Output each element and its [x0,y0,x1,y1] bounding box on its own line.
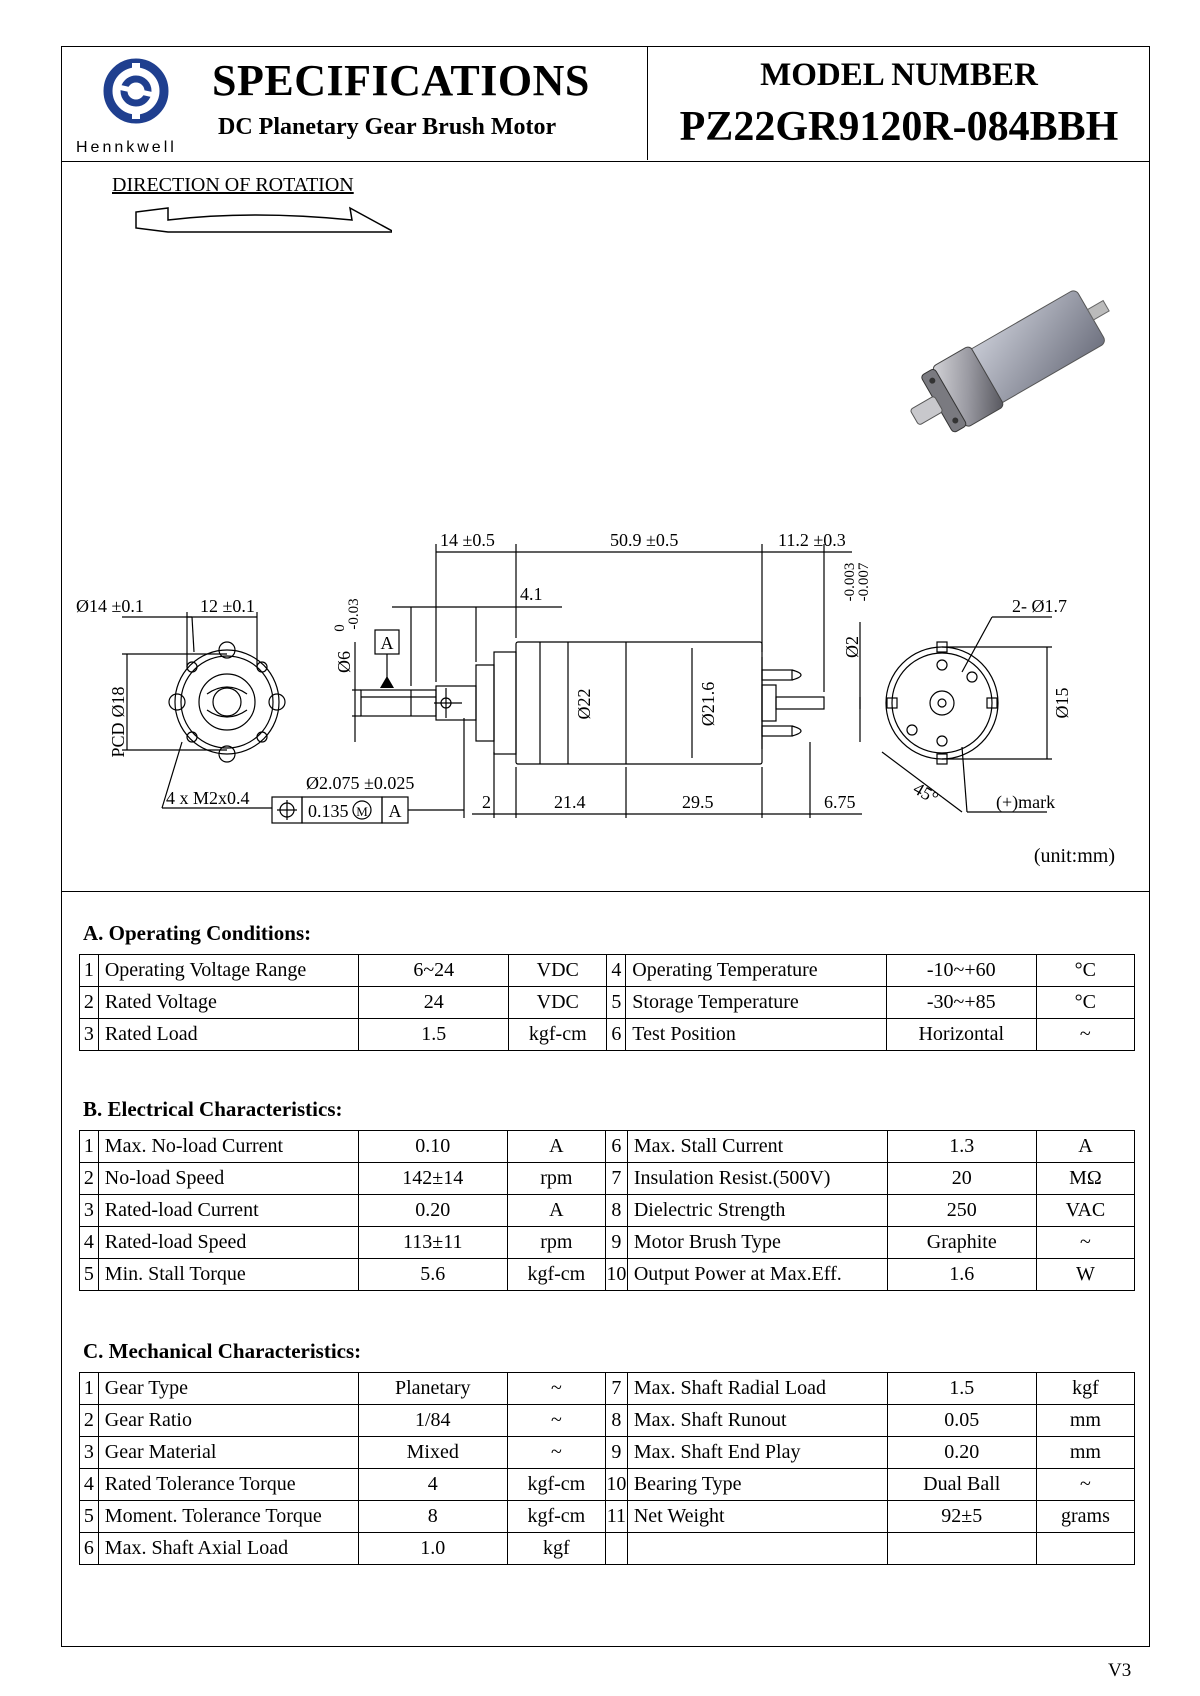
param-name: Rated Voltage [98,987,359,1019]
param-unit: kgf-cm [507,1259,605,1291]
param-name: Operating Temperature [626,955,887,987]
param-unit: VDC [509,987,607,1019]
row-number: 5 [80,1259,99,1291]
param-value: 6~24 [359,955,509,987]
param-unit: kgf-cm [507,1469,605,1501]
param-name: Max. Shaft End Play [627,1437,887,1469]
row-number: 11 [605,1501,627,1533]
electrical-characteristics-table [79,1130,1135,1291]
param-unit: ~ [1036,1469,1134,1501]
dim-rear-tol-top: -0.003 [842,562,858,602]
row-number: 3 [80,1195,99,1227]
param-name: Min. Stall Torque [98,1259,358,1291]
param-unit: kgf-cm [509,1019,607,1051]
dim-d15: Ø15 [1052,687,1072,719]
row-number: 8 [605,1195,627,1227]
param-value: 24 [359,987,509,1019]
table-row [80,1019,1135,1051]
dim-shaft-tol-bot: -0.03 [346,598,362,630]
table-row [80,1131,1135,1163]
version-label: V3 [1108,1660,1132,1681]
dim-hole-d: Ø2.075 ±0.025 [306,773,415,793]
row-number: 4 [80,1469,99,1501]
param-value: 113±11 [358,1227,507,1259]
param-name: Max. No-load Current [98,1131,358,1163]
param-value: 0.05 [887,1405,1036,1437]
param-name: Max. Shaft Runout [627,1405,887,1437]
fcf-tolerance: 0.135 [308,801,349,821]
param-value: 5.6 [358,1259,507,1291]
dim-d22: Ø22 [574,688,594,720]
model-number-value: PZ22GR9120R-084BBH [679,104,1119,150]
table-row [80,1195,1135,1227]
rotation-arrow-icon [132,202,392,252]
dim-w12: 12 ±0.1 [200,596,255,616]
param-unit: rpm [507,1163,605,1195]
param-name: Rated-load Speed [98,1227,358,1259]
param-name: Gear Type [98,1373,358,1405]
row-number: 7 [605,1163,627,1195]
dim-pcd: Ø18 [108,686,128,718]
row-number: 4 [607,955,626,987]
section-b-title: B. Electrical Characteristics: [83,1097,343,1121]
param-value: 1.0 [358,1533,507,1565]
model-number-label: MODEL NUMBER [760,57,1038,93]
param-value: 20 [887,1163,1036,1195]
table-row [80,1437,1135,1469]
param-value: 8 [358,1501,507,1533]
param-name: Net Weight [627,1501,887,1533]
dim-seg2: 2 [482,792,491,812]
param-unit: mm [1036,1437,1134,1469]
param-value: 1.5 [359,1019,509,1051]
row-number [605,1533,627,1565]
param-unit: ~ [507,1437,605,1469]
page-subtitle: DC Planetary Gear Brush Motor [218,114,557,140]
row-number: 6 [80,1533,99,1565]
dim-shaft-d: Ø6 [334,651,354,673]
section-c-title: C. Mechanical Characteristics: [83,1339,362,1363]
table-row [80,987,1135,1019]
header [62,47,1149,162]
row-number: 4 [80,1227,99,1259]
param-unit: kgf-cm [507,1501,605,1533]
row-number: 3 [80,1019,99,1051]
row-number: 10 [605,1469,627,1501]
row-number: 3 [80,1437,99,1469]
spec-sheet-frame [61,46,1150,1647]
param-unit: W [1036,1259,1134,1291]
param-name: Moment. Tolerance Torque [98,1501,358,1533]
param-value: 0.10 [358,1131,507,1163]
dim-shaft-len: 14 ±0.5 [440,530,495,550]
brand-logo-icon [96,57,176,127]
param-unit [1036,1533,1134,1565]
motor-photo-illustration [902,262,1142,442]
param-name: No-load Speed [98,1163,358,1195]
dim-pcd-label: PCD [108,722,128,758]
param-value: 142±14 [358,1163,507,1195]
param-unit: A [507,1195,605,1227]
param-name: Max. Shaft Radial Load [627,1373,887,1405]
row-number: 6 [607,1019,626,1051]
param-value: -10~+60 [886,955,1036,987]
brand-name: Hennkwell [76,139,177,156]
row-number: 2 [80,1405,99,1437]
operating-conditions-table [79,954,1135,1051]
param-name: Storage Temperature [626,987,887,1019]
param-name: Max. Stall Current [627,1131,887,1163]
row-number: 2 [80,987,99,1019]
param-value: 1/84 [358,1405,507,1437]
param-unit: °C [1036,987,1134,1019]
table-row [80,1469,1135,1501]
dimension-drawing [62,502,1151,832]
dim-angle: 45° [910,778,942,809]
fcf-datum: A [388,801,402,821]
param-name: Gear Ratio [98,1405,358,1437]
dim-d14: Ø14 ±0.1 [76,596,144,616]
param-name: Operating Voltage Range [98,955,359,987]
dim-rear-d: Ø2 [842,636,862,658]
param-unit: ~ [1036,1019,1134,1051]
table-row [80,1259,1135,1291]
table-row [80,1373,1135,1405]
param-value: 0.20 [887,1437,1036,1469]
rotation-label: DIRECTION OF ROTATION [112,174,354,196]
param-unit: MΩ [1036,1163,1134,1195]
table-row [80,1533,1135,1565]
row-number: 10 [605,1259,627,1291]
param-name: Bearing Type [627,1469,887,1501]
page-title: SPECIFICATIONS [212,56,590,105]
dim-rear-len: 11.2 ±0.3 [778,530,846,550]
plus-mark-label: (+)mark [996,792,1056,812]
dim-seg21-4: 21.4 [554,792,586,812]
technical-drawing [62,162,1149,892]
row-number: 2 [80,1163,99,1195]
dim-body-len: 50.9 ±0.5 [610,530,679,550]
dim-shaft-tol-top: 0 [332,624,348,632]
param-unit: °C [1036,955,1134,987]
param-unit: grams [1036,1501,1134,1533]
param-value: Planetary [358,1373,507,1405]
dim-flat: 4.1 [520,584,543,604]
param-name: Test Position [626,1019,887,1051]
dim-seg29-5: 29.5 [682,792,714,812]
row-number: 1 [80,1131,99,1163]
row-number: 5 [607,987,626,1019]
unit-label: (unit:mm) [1033,845,1115,867]
param-value: 1.6 [887,1259,1036,1291]
row-number: 9 [605,1437,627,1469]
param-unit: kgf [1036,1373,1134,1405]
param-name: Dielectric Strength [627,1195,887,1227]
param-name: Motor Brush Type [627,1227,887,1259]
table-row [80,1501,1135,1533]
param-unit: kgf [507,1533,605,1565]
dim-seg6-75: 6.75 [824,792,856,812]
row-number: 1 [80,955,99,987]
param-name: Rated Tolerance Torque [98,1469,358,1501]
row-number: 8 [605,1405,627,1437]
param-name: Rated Load [98,1019,359,1051]
param-name: Insulation Resist.(500V) [627,1163,887,1195]
param-value [887,1533,1036,1565]
param-unit: mm [1036,1405,1134,1437]
dim-rear-tol-bot: -0.007 [856,562,872,602]
datum-label: A [380,633,394,653]
row-number: 6 [605,1131,627,1163]
param-value: 250 [887,1195,1036,1227]
param-value: 4 [358,1469,507,1501]
param-value: -30~+85 [886,987,1036,1019]
param-name [627,1533,887,1565]
param-name: Output Power at Max.Eff. [627,1259,887,1291]
param-name: Rated-load Current [98,1195,358,1227]
param-value: Dual Ball [887,1469,1036,1501]
param-value: 1.5 [887,1373,1036,1405]
table-row [80,1405,1135,1437]
param-unit: rpm [507,1227,605,1259]
fcf-modifier: M [356,804,368,819]
param-unit: A [1036,1131,1134,1163]
row-number: 1 [80,1373,99,1405]
dim-d21-6: Ø21.6 [698,681,718,727]
section-a-title: A. Operating Conditions: [83,921,312,945]
dim-screws: 4 x M2x0.4 [166,788,250,808]
table-row [80,1163,1135,1195]
table-row [80,1227,1135,1259]
param-unit: VDC [509,955,607,987]
row-number: 5 [80,1501,99,1533]
param-value: 92±5 [887,1501,1036,1533]
row-number: 9 [605,1227,627,1259]
param-value: Horizontal [886,1019,1036,1051]
param-value: Graphite [887,1227,1036,1259]
row-number: 7 [605,1373,627,1405]
param-unit: ~ [1036,1227,1134,1259]
dim-holes: 2- Ø1.7 [1012,596,1067,616]
param-unit: A [507,1131,605,1163]
param-value: 1.3 [887,1131,1036,1163]
param-value: 0.20 [358,1195,507,1227]
param-unit: ~ [507,1405,605,1437]
table-row [80,955,1135,987]
param-unit: ~ [507,1373,605,1405]
mechanical-characteristics-table [79,1372,1135,1565]
param-unit: VAC [1036,1195,1134,1227]
param-name: Max. Shaft Axial Load [98,1533,358,1565]
param-name: Gear Material [98,1437,358,1469]
param-value: Mixed [358,1437,507,1469]
